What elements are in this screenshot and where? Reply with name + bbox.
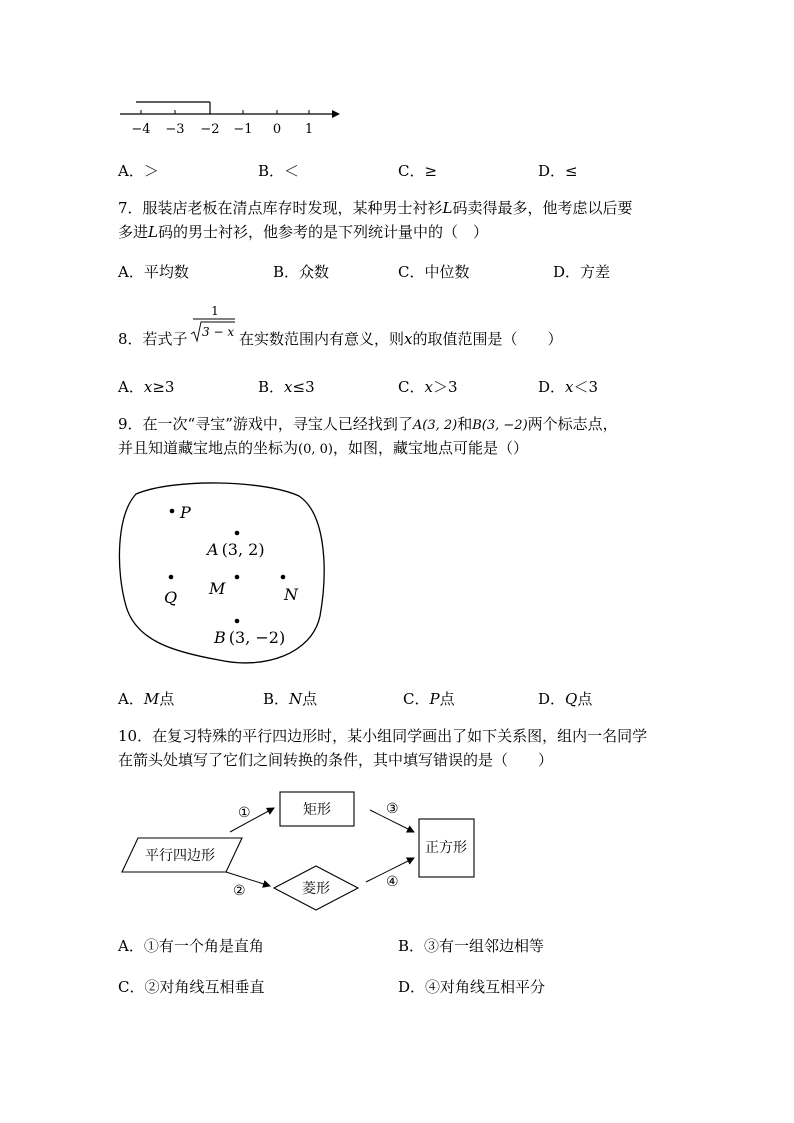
option-value: 点: [302, 690, 318, 708]
option-value: 众数: [299, 263, 330, 281]
option-value: ＜3: [573, 378, 599, 396]
arrow-1: [230, 808, 274, 832]
point-b-coords: B(3, −2): [472, 418, 528, 433]
q9-text: 9．在一次“寻宝”游戏中，寻宝人已经找到了: [118, 415, 413, 433]
q8-fraction-expression: [189, 303, 237, 345]
fraction-numerator: 1: [211, 304, 219, 318]
point-name: M: [143, 690, 160, 708]
q6-option-c[interactable]: [398, 160, 437, 181]
q8-option-d[interactable]: [538, 376, 598, 397]
point-n-label: N: [284, 585, 298, 604]
point-a-dot: [235, 531, 240, 536]
option-value: ①有一个角是直角: [143, 937, 264, 955]
variable-x: x: [143, 378, 153, 396]
point-m-label: M: [209, 579, 226, 598]
origin-coords: (0, 0): [298, 442, 333, 457]
variable-x: x: [424, 378, 433, 396]
radicand: 3 − x: [202, 325, 235, 339]
variable-x: x: [284, 378, 293, 396]
variable-L: L: [148, 223, 158, 241]
option-value: ＞: [143, 162, 159, 180]
option-label: D．: [553, 263, 581, 281]
q9-stem-line2: [118, 436, 528, 462]
condition-marker-1: ①: [238, 805, 251, 821]
option-value: ≥3: [152, 378, 175, 396]
option-label: C．: [118, 978, 145, 996]
option-value: ≤3: [292, 378, 315, 396]
point-q-dot: [169, 575, 174, 580]
q7-option-b[interactable]: [273, 261, 329, 282]
q9-option-d[interactable]: [538, 688, 592, 709]
option-value: 方差: [580, 263, 611, 281]
point-b-label: B (3, −2): [214, 628, 286, 647]
option-value: ③有一组邻边相等: [424, 937, 545, 955]
square-label: 正方形: [425, 840, 467, 856]
point-name: N: [289, 690, 303, 708]
q9-text: 两个标志点，: [527, 415, 618, 433]
option-label: A．: [118, 162, 144, 180]
q10-option-d[interactable]: [398, 976, 545, 997]
option-value: 点: [159, 690, 175, 708]
quadrilateral-relation-diagram: [114, 786, 494, 916]
rhombus-label: 菱形: [302, 881, 330, 897]
option-label: B．: [398, 937, 425, 955]
variable-x: x: [565, 378, 574, 396]
q9-option-b[interactable]: [263, 688, 317, 709]
q9-option-a[interactable]: [118, 688, 174, 709]
option-label: B．: [258, 162, 285, 180]
option-label: B．: [263, 690, 290, 708]
option-label: D．: [538, 162, 566, 180]
point-p-label: P: [180, 503, 191, 522]
q9-text: ，如图，藏宝地点可能是（）: [332, 439, 528, 457]
q8-option-a[interactable]: [118, 376, 174, 397]
tick-label: −1: [233, 122, 253, 137]
option-value: ②对角线互相垂直: [144, 978, 265, 996]
q7-stem-line2: [118, 220, 488, 245]
point-a-coords: A(3, 2): [412, 418, 458, 433]
q7-option-d[interactable]: [553, 261, 610, 282]
q9-option-c[interactable]: [403, 688, 455, 709]
tick-label: −3: [165, 122, 185, 137]
variable-x: x: [404, 330, 413, 348]
q10-text: 在箭头处填写了它们之间转换的条件，其中填写错误的是（ ）: [118, 751, 554, 769]
tick-label: −4: [131, 122, 151, 137]
tick-label: −2: [200, 122, 220, 137]
point-a-label: A (3, 2): [207, 540, 265, 559]
option-value: 中位数: [424, 263, 470, 281]
option-value: 平均数: [143, 263, 189, 281]
q6-option-b[interactable]: [258, 160, 299, 181]
q6-option-a[interactable]: [118, 160, 159, 181]
tick-label: 1: [304, 122, 314, 137]
point-p-dot: [170, 509, 175, 514]
option-value: ≤: [565, 162, 578, 180]
option-label: C．: [403, 690, 430, 708]
q7-text: 码卖得最多，他考虑以后要: [452, 199, 633, 217]
option-value: ≥: [424, 162, 438, 180]
q8-option-b[interactable]: [258, 376, 315, 397]
option-label: B．: [273, 263, 300, 281]
option-label: C．: [398, 378, 425, 396]
number-line-figure: [110, 92, 350, 140]
option-value: ＜: [284, 162, 300, 180]
q10-stem-line2: [118, 748, 553, 773]
tick-label: 0: [272, 122, 282, 137]
option-value: 点: [439, 690, 455, 708]
option-value: ＞3: [432, 378, 458, 396]
q9-stem-line1: [118, 412, 618, 438]
q10-option-b[interactable]: [398, 935, 544, 956]
point-name: P: [429, 690, 440, 708]
q7-option-a[interactable]: [118, 261, 189, 282]
option-label: D．: [538, 690, 566, 708]
number-line-arrow: [332, 110, 340, 118]
rectangle-label: 矩形: [303, 802, 331, 818]
q7-option-c[interactable]: [398, 261, 470, 282]
option-label: C．: [398, 263, 425, 281]
q8-prefix: [118, 327, 188, 352]
variable-L: L: [442, 199, 453, 217]
option-label: C．: [398, 162, 425, 180]
q6-option-d[interactable]: [538, 160, 578, 181]
q9-text: 并且知道藏宝地点的坐标为: [118, 439, 299, 457]
condition-marker-4: ④: [386, 874, 399, 890]
q10-option-c[interactable]: [118, 976, 265, 997]
point-b-dot: [235, 619, 240, 624]
condition-marker-2: ②: [233, 883, 246, 899]
point-m-dot: [235, 575, 240, 580]
option-label: A．: [118, 378, 144, 396]
option-value: ④对角线互相平分: [425, 978, 546, 996]
q8-option-c[interactable]: [398, 376, 458, 397]
option-label: A．: [118, 937, 144, 955]
option-value: 点: [577, 690, 593, 708]
q8-text: 的取值范围是（ ）: [412, 330, 563, 348]
q7-text: 码的男士衬衫，他参考的是下列统计量中的（ ）: [157, 223, 488, 241]
q9-text: 和: [457, 415, 473, 433]
q8-text: 8．若式子: [118, 330, 188, 348]
point-q-label: Q: [164, 588, 178, 607]
q8-suffix: [239, 327, 563, 352]
option-label: D．: [538, 378, 566, 396]
condition-marker-3: ③: [386, 801, 399, 817]
point-name: Q: [565, 690, 578, 708]
q10-option-a[interactable]: [118, 935, 264, 956]
point-n-dot: [281, 575, 286, 580]
q7-text: 7．服装店老板在清点库存时发现，某种男士衬衫: [118, 199, 443, 217]
q10-text: 10．在复习特殊的平行四边形时，某小组同学画出了如下关系图，组内一名同学: [118, 727, 648, 745]
q10-stem-line1: [118, 724, 647, 749]
q7-text: 多进: [118, 223, 149, 241]
q8-text: 在实数范围内有意义，则: [239, 330, 405, 348]
option-label: A．: [118, 263, 144, 281]
option-label: B．: [258, 378, 285, 396]
q7-stem-line1: [118, 196, 633, 221]
treasure-map-figure: [114, 476, 336, 676]
parallelogram-label: 平行四边形: [145, 848, 215, 864]
option-label: A．: [118, 690, 144, 708]
option-label: D．: [398, 978, 426, 996]
